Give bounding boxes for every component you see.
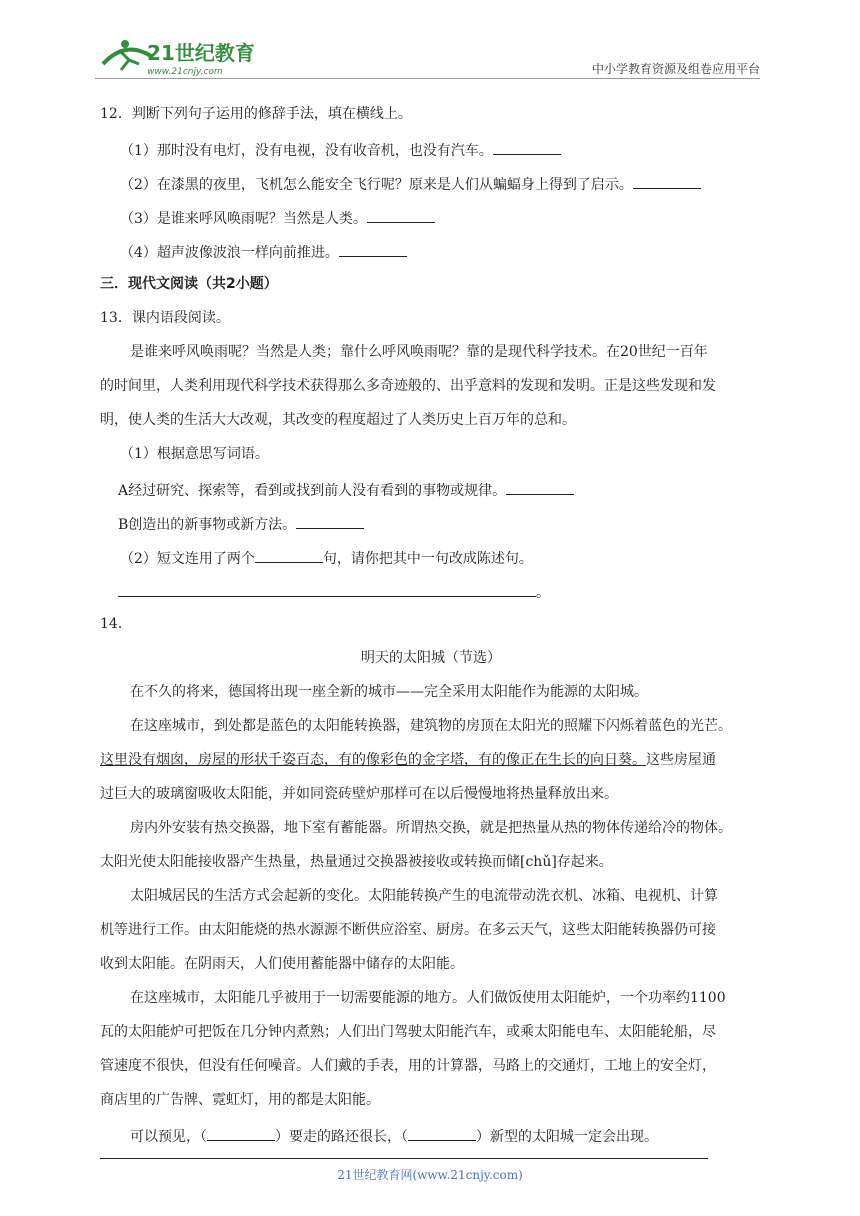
answer-blank[interactable] <box>506 480 574 495</box>
q14-para-5: 在这座城市，太阳能几乎被用于一切需要能源的地方。人们做饭使用太阳能炉，一个功率约1100 <box>130 990 726 1006</box>
q12-item-4: （4）超声波像波浪一样向前推进。 <box>120 242 407 262</box>
q14-para-3-line: 太阳光使太阳能接收器产生热量，热量通过交换器被接收或转换而储[chǔ]存起来。 <box>100 854 613 870</box>
header-platform-text: 中小学教育资源及组卷应用平台 <box>591 62 760 76</box>
q13-item-a: A经过研究、探索等，看到或找到前人没有看到的事物或规律。 <box>118 480 574 500</box>
q13-passage-line: 明，使人类的生活大大改观，其改变的程度超过了人类历史上百万年的总和。 <box>100 412 576 428</box>
answer-blank[interactable] <box>207 1126 275 1141</box>
q14-para-1: 在不久的将来，德国将出现一座全新的城市——完全采用太阳能作为能源的太阳城。 <box>130 684 648 700</box>
logo-url: www.21cnjy.com <box>147 67 223 77</box>
q12-title: 12．判断下列句子运用的修辞手法，填在横线上。 <box>100 106 412 122</box>
q14-para-4-line: 收到太阳能。在阴雨天，人们使用蓄能器中储存的太阳能。 <box>100 956 464 972</box>
header-divider <box>95 78 760 79</box>
q13-sub2: （2）短文连用了两个 句，请你把其中一句改成陈述句。 <box>120 548 533 568</box>
page-header <box>95 30 760 78</box>
answer-blank[interactable] <box>633 174 701 189</box>
answer-blank[interactable] <box>408 1126 476 1141</box>
q12-item-3: （3）是谁来呼风唤雨呢？当然是人类。 <box>120 208 435 228</box>
q14-para-3: 房内外安装有热交换器，地下室有蓄能器。所谓热交换，就是把热量从热的物体传递给冷的物体。 <box>130 820 732 836</box>
answer-blank[interactable] <box>255 548 323 563</box>
q12-item-2: （2）在漆黑的夜里，飞机怎么能安全飞行呢？原来是人们从蝙蝠身上得到了启示。 <box>120 174 701 194</box>
q13-item-b: B创造出的新事物或新方法。 <box>118 514 364 534</box>
answer-blank[interactable] <box>339 242 407 257</box>
q14-para-2-line: 过巨大的玻璃窗吸收太阳能，并如同瓷砖壁炉那样可在以后慢慢地将热量释放出来。 <box>100 786 618 802</box>
q14-para-5-line: 瓦的太阳能炉可把饭在几分钟内煮熟；人们出门驾驶太阳能汽车，或乘太阳能电车、太阳能轮船，尽 <box>100 1024 716 1040</box>
q14-para-2: 在这座城市，到处都是蓝色的太阳能转换器，建筑物的房顶在太阳光的照耀下闪烁着蓝色的光芒。 <box>130 718 732 734</box>
q14-para-4-line: 机等进行工作。由太阳能烧的热水源源不断供应浴室、厨房。在多云天气，这些太阳能转换器仍可接 <box>100 922 716 938</box>
q13-title: 13．课内语段阅读。 <box>100 310 230 326</box>
answer-blank[interactable] <box>493 140 561 155</box>
q13-sub1: （1）根据意思写词语。 <box>120 446 269 462</box>
answer-blank[interactable] <box>367 208 435 223</box>
footer-divider <box>100 1158 708 1159</box>
site-logo <box>95 34 295 78</box>
q14-passage-title: 明天的太阳城（节选） <box>361 650 501 666</box>
q14-para-2-line: 这里没有烟囱，房屋的形状千姿百态，有的像彩色的金字塔，有的像正在生长的向日葵。这些房屋通 <box>100 752 716 768</box>
footer-link[interactable]: 21世纪教育网(www.21cnjy.com) <box>337 1168 523 1182</box>
underlined-sentence: 这里没有烟囱，房屋的形状千姿百态，有的像彩色的金字塔，有的像正在生长的向日葵。 <box>100 752 646 768</box>
q13-passage-line: 的时间里，人类利用现代科学技术获得那么多奇迹般的、出乎意料的发现和发明。正是这些发现和发 <box>100 378 716 394</box>
section-heading: 三．现代文阅读（共2小题） <box>100 276 278 292</box>
q14-number: 14． <box>100 616 132 632</box>
answer-blank[interactable] <box>296 514 364 529</box>
q13-answer-line: 。 <box>118 582 550 602</box>
q12-item-1: （1）那时没有电灯，没有电视，没有收音机，也没有汽车。 <box>120 140 561 160</box>
q14-para-5-line: 管速度不很快，但没有任何噪音。人们戴的手表，用的计算器，马路上的交通灯，工地上的安全灯， <box>100 1058 716 1074</box>
answer-blank[interactable] <box>118 582 536 597</box>
q14-para-4: 太阳城居民的生活方式会起新的变化。太阳能转换产生的电流带动洗衣机、冰箱、电视机、计算 <box>130 888 718 904</box>
q13-passage-line: 是谁来呼风唤雨呢？当然是人类；靠什么呼风唤雨呢？靠的是现代科学技术。在20世纪一百年 <box>130 344 708 360</box>
q14-para-6: 可以预见，（ ）要走的路还很长，（ ）新型的太阳城一定会出现。 <box>130 1126 658 1146</box>
q14-para-5-line: 商店里的广告牌、霓虹灯，用的都是太阳能。 <box>100 1092 380 1108</box>
logo-text: 21世纪教育 <box>147 41 255 65</box>
